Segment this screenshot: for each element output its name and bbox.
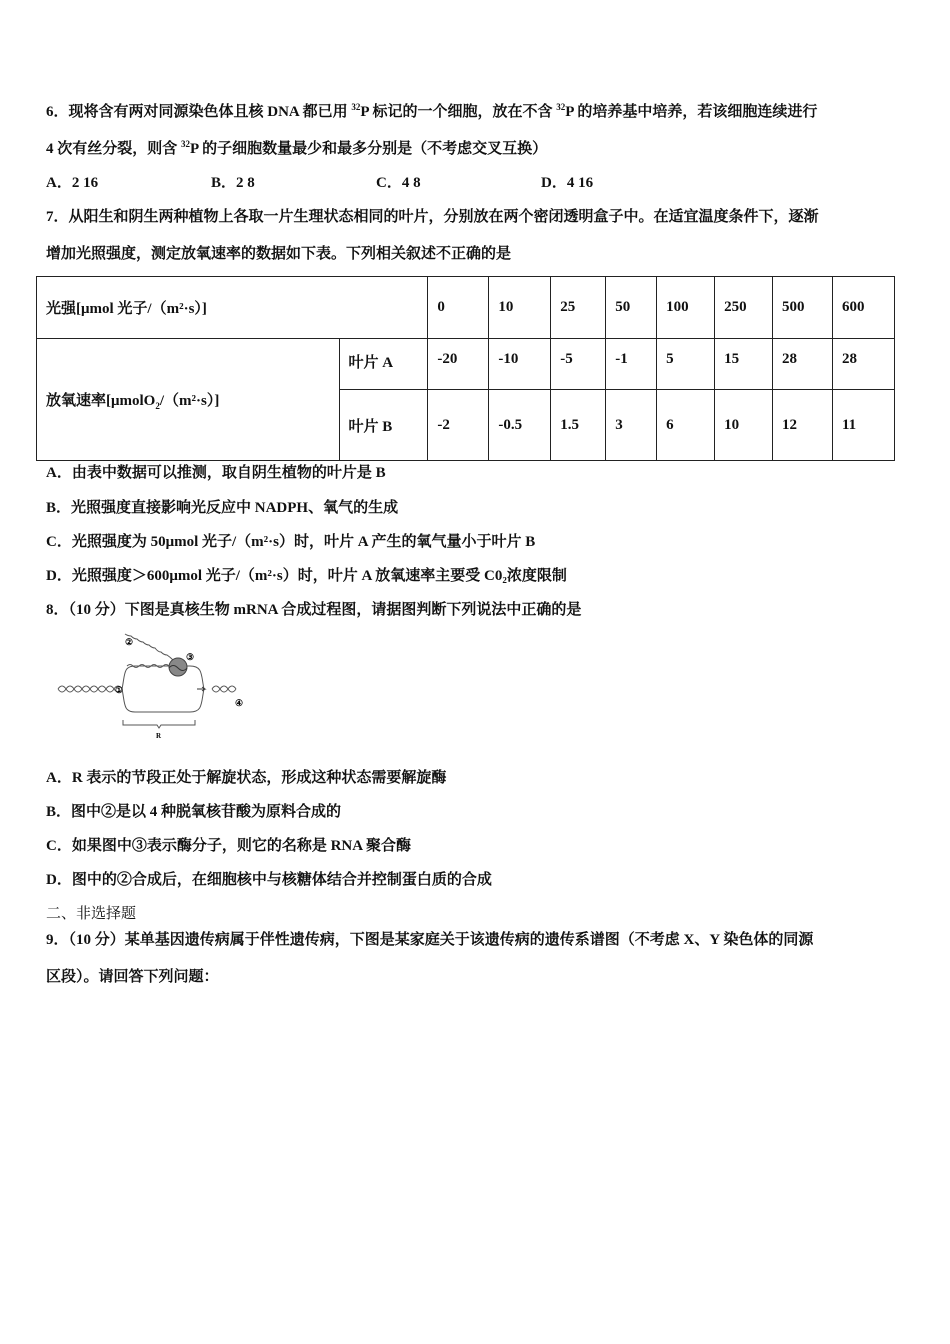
q7-line2: 增加光照强度，测定放氧速率的数据如下表。下列相关叙述不正确的是 bbox=[46, 246, 512, 262]
table-row-a bbox=[37, 339, 895, 390]
label-4: ④ bbox=[235, 698, 244, 708]
table-cell: 10 bbox=[715, 390, 773, 461]
table-cell: 250 bbox=[715, 277, 773, 339]
table-cell: 600 bbox=[832, 277, 894, 339]
data-table bbox=[36, 276, 895, 461]
label-2: ② bbox=[125, 637, 134, 647]
q7-option-d: D．光照强度＞600μmol 光子/（m²·s）时，叶片 A 放氧速率主要受 C0₂浓度限制 bbox=[46, 568, 567, 584]
q6-line1: 6．现将含有两对同源染色体且核 DNA 都已用 $^{32}$P 标记的一个细胞，放在不含 $^{32}$P 的培养基中培养，若该细胞连续进行 bbox=[46, 102, 818, 120]
q6-option-c: C．4 8 bbox=[376, 175, 421, 191]
q9-line2: 区段）。请回答下列问题： bbox=[46, 969, 219, 985]
q7-option-b: B．光照强度直接影响光反应中 NADPH、氧气的生成 bbox=[46, 500, 399, 516]
label-r: R bbox=[156, 732, 162, 740]
table-cell: 500 bbox=[773, 277, 833, 339]
rna-polymerase bbox=[169, 658, 187, 676]
table-cell: -20 bbox=[428, 339, 489, 390]
rate-label: 放氧速率[μmolO$_2$/（m²·s）] bbox=[37, 339, 340, 461]
q6-option-d: D．4 16 bbox=[541, 175, 594, 191]
q8-option-d: D．图中的②合成后，在细胞核中与核糖体结合并控制蛋白质的合成 bbox=[46, 872, 492, 888]
table-cell: -10 bbox=[489, 339, 551, 390]
table-cell: 11 bbox=[832, 390, 894, 461]
label-1: ① bbox=[115, 685, 124, 695]
table-cell: -1 bbox=[606, 339, 657, 390]
q8-option-b: B．图中②是以 4 种脱氧核苷酸为原料合成的 bbox=[46, 804, 342, 820]
q6-line2: 4 次有丝分裂，则含 $^{32}$P 的子细胞数量最少和最多分别是（不考虑交叉互换） bbox=[46, 139, 548, 157]
table-cell: 100 bbox=[657, 277, 715, 339]
transcription-diagram bbox=[55, 630, 255, 740]
table-cell: 28 bbox=[773, 339, 833, 390]
row-label: 叶片 B bbox=[339, 390, 428, 461]
q6-option-a: A．2 16 bbox=[46, 175, 99, 191]
table-cell: 5 bbox=[657, 339, 715, 390]
label-3: ③ bbox=[186, 652, 195, 662]
table-cell: 10 bbox=[489, 277, 551, 339]
q7-line1: 7．从阳生和阴生两种植物上各取一片生理状态相同的叶片，分别放在两个密闭透明盒子中。在适宜温度条件下，逐渐 bbox=[46, 209, 819, 225]
table-row-light bbox=[37, 277, 895, 339]
section-heading: 二、非选择题 bbox=[46, 906, 137, 922]
table-cell: -5 bbox=[551, 339, 606, 390]
q8-stem: 8．（10 分）下图是真核生物 mRNA 合成过程图，请据图判断下列说法中正确的是 bbox=[46, 602, 582, 618]
dna-right-helix bbox=[212, 686, 236, 692]
q6-option-b: B．2 8 bbox=[211, 175, 255, 191]
arrow-icon bbox=[197, 687, 205, 691]
table-cell: 15 bbox=[715, 339, 773, 390]
q7-option-a: A．由表中数据可以推测，取自阴生植物的叶片是 B bbox=[46, 465, 386, 481]
q7-option-c: C．光照强度为 50μmol 光子/（m²·s）时，叶片 A 产生的氧气量小于叶片 B bbox=[46, 534, 536, 550]
table-cell: 3 bbox=[606, 390, 657, 461]
table-cell: 1.5 bbox=[551, 390, 606, 461]
q9-line1: 9．（10 分）某单基因遗传病属于伴性遗传病，下图是某家庭关于该遗传病的遗传系谱图（不考虑 X、Y 染色体的同源 bbox=[46, 932, 814, 948]
table-cell: 25 bbox=[551, 277, 606, 339]
table-cell: 12 bbox=[773, 390, 833, 461]
table-cell: 0 bbox=[428, 277, 489, 339]
dna-bubble bbox=[122, 666, 204, 712]
q8-option-c: C．如果图中③表示酶分子，则它的名称是 RNA 聚合酶 bbox=[46, 838, 412, 854]
header-label: 光强[μmol 光子/（m²·s）] bbox=[37, 277, 428, 339]
row-label: 叶片 A bbox=[339, 339, 428, 390]
table-cell: -0.5 bbox=[489, 390, 551, 461]
table-cell: 50 bbox=[606, 277, 657, 339]
q8-option-a: A．R 表示的节段正处于解旋状态，形成这种状态需要解旋酶 bbox=[46, 770, 447, 786]
table-cell: -2 bbox=[428, 390, 489, 461]
r-bracket bbox=[123, 720, 195, 728]
table-cell: 28 bbox=[832, 339, 894, 390]
table-cell: 6 bbox=[657, 390, 715, 461]
dna-left-helix bbox=[58, 686, 122, 692]
